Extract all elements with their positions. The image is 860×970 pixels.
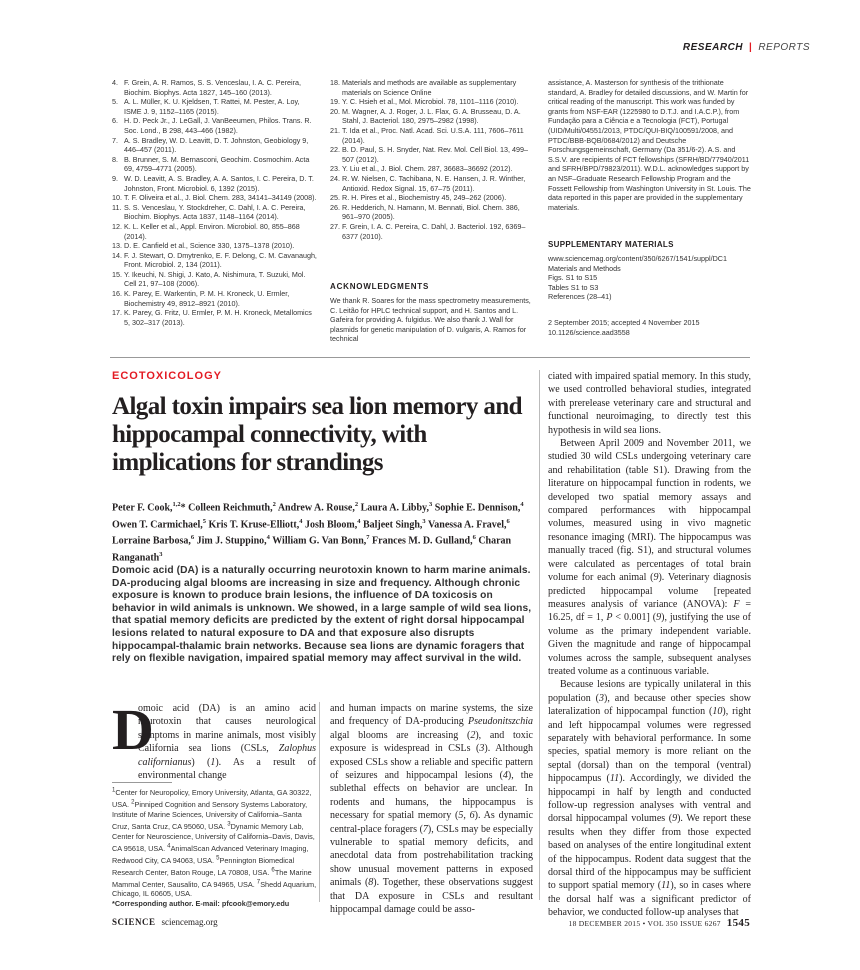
body-column-3 <box>548 370 751 920</box>
reference-number: 14. <box>112 250 122 260</box>
affiliations <box>112 786 317 908</box>
reference-item <box>330 203 535 222</box>
reference-item <box>112 241 317 251</box>
reference-number: 27. <box>330 221 340 231</box>
reference-number: 24. <box>330 173 340 183</box>
header-separator: | <box>749 42 753 53</box>
reference-text: F. Grein, I. A. C. Pereira, C. Dahl, J. Bacteriol. 192, 6369–6377 (2010). <box>342 221 526 241</box>
reference-item <box>330 126 535 145</box>
body-paragraph: ciated with impaired spatial memory. In this study, we used controlled behavioral studies, integrated with prerelease veterinary care and structural and functional neuroimaging, to directly test this hypothesis in wild sea lions. <box>548 371 751 436</box>
supplementary-list <box>548 254 753 302</box>
reference-text: F. Grein, A. R. Ramos, S. S. Venceslau, I. A. C. Pereira, Biochim. Biophys. Acta 1827, 145–160 (2013). <box>124 78 301 97</box>
reference-item <box>330 145 535 164</box>
reference-text: D. E. Canfield et al., Science 330, 1375–1378 (2010). <box>124 241 295 251</box>
reference-number: 9. <box>112 173 118 183</box>
reference-number: 17. <box>112 308 122 318</box>
reference-number: 21. <box>330 125 340 135</box>
reference-item <box>330 222 535 241</box>
references-column-2 <box>330 78 535 241</box>
reference-item <box>112 203 317 222</box>
page-number: 1545 <box>726 917 750 929</box>
header-section: RESEARCH <box>682 42 744 53</box>
reference-item <box>112 270 317 289</box>
reference-number: 15. <box>112 269 122 279</box>
reference-number: 19. <box>330 97 340 107</box>
reference-text: K. L. Keller et al., Appl. Environ. Microbiol. 80, 855–868 (2014). <box>124 221 300 241</box>
running-header <box>683 42 810 53</box>
reference-number: 23. <box>330 164 340 174</box>
acknowledgments-continued: assistance, A. Masterson for synthesis of the trithionate standard, A. Bradley for detailed discussions, and W. Martin for critical reading of the manuscript. This work was funded by grants from NSF-EAR (1225980 to D.T.J. and I.A.C.P.), from Fundação para a Ciência e a Tecnologia (FCT), Portugal (UID/Multi/04551/2013, PTDC/QUI-BIQ/100591/2008, and PTDC/BBB-BQB/0684/2012) and Deutsche Forschungsgemeinschaft, Germany (Da 351/6-2). A.S. and S.S.V. are recipients of FCT fellowships (SFRH/BD/77940/2011 and SFRH/BPD/79823/2011). W.D.L. acknowledges support by an NSF–Graduate Research Fellowship Program and the Fossett Fellowship from Washington University in St. Louis. The data reported in this paper are provided in the supplementary materials. <box>548 78 751 212</box>
reference-text: S. S. Venceslau, Y. Stockdreher, C. Dahl, I. A. C. Pereira, Biochim. Biophys. Acta 1837, 1148–1164 (2014). <box>124 202 306 222</box>
reference-number: 22. <box>330 145 340 155</box>
reference-item <box>112 251 317 270</box>
corresponding-author: *Corresponding author. E-mail: pfcook@emory.edu <box>112 898 290 908</box>
reference-text: Y. C. Hsieh et al., Mol. Microbiol. 78, 1101–1116 (2010). <box>342 97 519 107</box>
footer-journal <box>112 917 218 927</box>
reference-number: 10. <box>112 193 122 203</box>
affiliation-text: $^1$Center for Neuropolicy, Emory University, Atlanta, GA 30322, USA. $^2$Pinniped Cognition and Sensory Systems Laboratory, Institute of Marine Sciences, University of California–Santa Cruz, Santa Cruz, CA 95060, USA. $^3$Dynamic Memory Lab, Center for Neuroscience, University of California–Davis, Davis, CA 95618, USA. $^4$AnimalScan Advanced Veterinary Imaging, Redwood City, CA 94063, USA. $^5$Pennington Biomedical Research Center, Baton Rouge, LA 70808, USA. $^6$The Marine Mammal Center, Sausalito, CA 94965, USA. $^7$Shedd Aquarium, Chicago, IL 60605, USA. <box>112 787 317 899</box>
section-divider <box>110 357 750 358</box>
reference-text: B. D. Paul, S. H. Snyder, Nat. Rev. Mol. Cell Biol. 13, 499–507 (2012). <box>342 145 529 164</box>
reference-item <box>112 193 317 203</box>
reference-item <box>112 116 317 135</box>
reference-text: T. F. Oliveira et al., J. Biol. Chem. 283, 34141–34149 (2008). <box>124 193 317 203</box>
reference-text: Materials and methods are available as supplementary materials on Science Online <box>342 78 517 97</box>
supplementary-link[interactable]: www.sciencemag.org/content/350/6267/1541/suppl/DC1 <box>548 254 727 263</box>
reference-number: 11. <box>112 202 122 212</box>
column-rule <box>319 702 320 902</box>
affiliation-rule <box>112 782 172 783</box>
reference-item <box>330 193 535 203</box>
received-accepted: 2 September 2015; accepted 4 November 2015 <box>548 318 700 327</box>
article-title: Algal toxin impairs sea lion memory and hippocampal connectivity, with implications for strandings <box>112 393 522 476</box>
acknowledgments-title: ACKNOWLEDGMENTS <box>330 282 430 291</box>
reference-number: 4. <box>112 78 118 87</box>
reference-text: K. Parey, G. Fritz, U. Ermler, P. M. H. Kroneck, Metallomics 5, 302–317 (2013). <box>124 308 312 327</box>
footer-issue <box>569 917 750 929</box>
reference-text: Y. Ikeuchi, N. Shigi, J. Kato, A. Nishimura, T. Suzuki, Mol. Cell 21, 97–108 (2006). <box>124 269 306 289</box>
reference-item <box>330 97 535 107</box>
body-column-2 <box>330 702 533 917</box>
supplementary-item: References (28–41) <box>548 292 612 302</box>
supplementary-title: SUPPLEMENTARY MATERIALS <box>548 240 674 249</box>
reference-text: R. H. Pires et al., Biochemistry 45, 249–262 (2006). <box>342 193 507 203</box>
reference-number: 26. <box>330 202 340 212</box>
acknowledgments-text: We thank R. Soares for the mass spectrometry measurements, C. Leitão for HPLC technical support, and H. Santos and L. Gafeira for providing A. fulgidus. We also thank J. Wall for plasmids for genetic manipulation of D. vulgaris, A. Ramos for technical <box>330 296 531 344</box>
reference-item <box>112 174 317 193</box>
section-label: ECOTOXICOLOGY <box>112 370 222 382</box>
reference-text: R. W. Nielsen, C. Tachibana, N. E. Hansen, J. R. Winther, Antioxid. Redox Signal. 15, 67–75 (2011). <box>342 173 526 193</box>
reference-item <box>112 289 317 308</box>
reference-item <box>330 164 535 174</box>
doi[interactable]: 10.1126/science.aad3558 <box>548 327 630 337</box>
issue-info: 18 DECEMBER 2015 • VOL 350 ISSUE 6267 <box>568 919 721 928</box>
abstract: Domoic acid (DA) is a naturally occurring neurotoxin known to harm marine animals. DA-producing algal blooms are increasing in size and frequency. Although chronic exposure is known to produce brain lesions, the influence of DA toxicosis on behavior in wild animals is unknown. We showed, in a large sample of wild sea lions, that spatial memory deficits are predicted by the extent of right dorsal hippocampal lesions related to natural exposure to DA and that exposure also disrupts hippocampal-thalamic brain networks. Because sea lions are dynamic foragers that rely on flexible navigation, impaired spatial memory may affect survival in the wild. <box>112 565 532 665</box>
reference-number: 25. <box>330 193 340 203</box>
publication-dates <box>548 318 753 337</box>
reference-item <box>112 222 317 241</box>
header-subsection: REPORTS <box>758 42 810 53</box>
body-paragraph: and human impacts on marine systems, the size and frequency of DA-producing Pseudonitszchia algal blooms are increasing (2), and toxic exposure is widespread in CSLs (3). Although exposed CSLs show a reliable and specific pattern of seizures and hippocampal lesions (4), the sublethal effects on behavior are unclear. In rodents and humans, the hippocampus is necessary for spatial memory (5, 6). As dynamic central-place foragers (7), CSLs may be especially vulnerable to spatial memory deficits, and anecdotal data from postrehabilitation tracking show unusual movement patterns in exposed animals (8). Together, these observations suggest that DA exposure in CSLs and resultant hippocampal damage could be asso- <box>330 703 534 916</box>
supplementary-item: Tables S1 to S3 <box>548 282 599 292</box>
reference-text: R. Hedderich, N. Hamann, M. Bennati, Biol. Chem. 386, 961–970 (2005). <box>342 202 520 222</box>
references-column-1 <box>112 78 317 327</box>
reference-number: 20. <box>330 106 340 116</box>
reference-number: 8. <box>112 154 118 164</box>
reference-text: M. Wagner, A. J. Roger, J. L. Flax, G. A. Brusseau, D. A. Stahl, J. Bacteriol. 180, 2975–2982 (1998). <box>342 106 521 126</box>
reference-item <box>112 136 317 155</box>
reference-number: 7. <box>112 135 118 145</box>
reference-text: T. Ida et al., Proc. Natl. Acad. Sci. U.S.A. 111, 7606–7611 (2014). <box>342 125 524 145</box>
reference-text: W. D. Leavitt, A. S. Bradley, A. A. Santos, I. C. Pereira, D. T. Johnston, Front. Microbiol. 6, 1392 (2015). <box>124 173 314 193</box>
reference-item <box>112 308 317 327</box>
reference-text: A. L. Müller, K. U. Kjeldsen, T. Rattei, M. Pester, A. Loy, ISME J. 9, 1152–1165 (2015). <box>124 97 300 116</box>
reference-number: 18. <box>330 78 340 87</box>
reference-item <box>330 78 535 97</box>
reference-item <box>112 97 317 116</box>
reference-text: Y. Liu et al., J. Biol. Chem. 287, 36683–36692 (2012). <box>342 164 513 174</box>
reference-item <box>330 174 535 193</box>
reference-number: 5. <box>112 97 118 107</box>
reference-item <box>330 107 535 126</box>
column-rule <box>539 370 540 900</box>
reference-item <box>112 155 317 174</box>
body-paragraph: Because lesions are typically unilateral in this population (3), and because other species show lateralization of hippocampal function (10), right and left hippocampal volumes were regressed separately with behavioral performance. In some species, spatial memory is more reliant on the septal (dorsal) than on the temporal (ventral) hippocampus (11). Accordingly, we divided the hippocampi in half by length and conducted follow-up regression analyses with ventral and dorsal hippocampal volumes (9). We report these results when they differ from those expected based on analyses of the entire longitudinal extent of the hippocampus. Rodent data suggest that the dorsal third of the hippocampus may be sufficient to support spatial memory (11), so in cases where the dorsal half was a significant predictor of behavior, we conducted follow-up analyses that <box>548 679 751 919</box>
author-list: Peter F. Cook,$^{1,2}$* Colleen Reichmuth,$^2$ Andrew A. Rouse,$^2$ Laura A. Libby,$^3$ Sophie E. Dennison,$^4$ Owen T. Carmichael,$^5$ Kris T. Kruse-Elliott,$^4$ Josh Bloom,$^4$ Baljeet Singh,$^3$ Vanessa A. Fravel,$^6$ Lorraine Barbosa,$^6$ Jim J. Stuppino,$^4$ William G. Van Bonn,$^7$ Frances M. D. Gulland,$^6$ Charan Ranganath$^3$ <box>112 501 524 564</box>
journal-name: SCIENCE <box>112 917 156 927</box>
journal-site[interactable]: sciencemag.org <box>161 917 218 927</box>
body-paragraph: Between April 2009 and November 2011, we studied 30 wild CSLs undergoing veterinary care and rehabilitation (table S1). Drawing from the literature on hippocampal function in rodents, we developed two spatial memory assays and compared performances with hippocampal volumes, measured using in vivo magnetic resonance imaging (MRI). The hippocampus was manually traced (fig. S1), and structural volumes were calculated as percentages of total brain volume for each animal (9). Veterinary diagnosis predicted hippocampal volume [repeated measures analysis of variance (ANOVA): F = 16.25, df = 1, P < 0.001] (9), justifying the use of volume as the primary independent variable. Given the magnitude and range of hippocampal volumes across the sample, subsequent analyses treated volume as a continuous variable. <box>548 438 752 677</box>
drop-cap: D <box>112 697 154 762</box>
supplementary-item: Figs. S1 to S15 <box>548 273 598 283</box>
reference-number: 16. <box>112 289 122 299</box>
reference-item <box>112 78 317 97</box>
reference-number: 13. <box>112 241 122 251</box>
reference-text: H. D. Peck Jr., J. LeGall, J. VanBeeumen, Philos. Trans. R. Soc. Lond., B 298, 443–466 (1982). <box>124 116 312 135</box>
reference-text: A. S. Bradley, W. D. Leavitt, D. T. Johnston, Geobiology 9, 446–457 (2011). <box>124 135 309 155</box>
reference-text: F. J. Stewart, O. Dmytrenko, E. F. Delong, C. M. Cavanaugh, Front. Microbiol. 2, 134 (2011). <box>124 250 317 270</box>
reference-text: K. Parey, E. Warkentin, P. M. H. Kroneck, U. Ermler, Biochemistry 49, 8912–8921 (2010). <box>124 289 290 308</box>
reference-text: B. Brunner, S. M. Bernasconi, Geochim. Cosmochim. Acta 69, 4759–4771 (2005). <box>124 154 310 174</box>
reference-number: 12. <box>112 221 122 231</box>
reference-number: 6. <box>112 116 118 126</box>
supplementary-item: Materials and Methods <box>548 263 621 273</box>
intro-paragraph: omoic acid (DA) is an amino acid neurotoxin that causes neurological symptoms in marine animals, most visibly California sea lions (CSLs, Zalophus californianus) (1). As a result of environmental change <box>138 703 316 782</box>
